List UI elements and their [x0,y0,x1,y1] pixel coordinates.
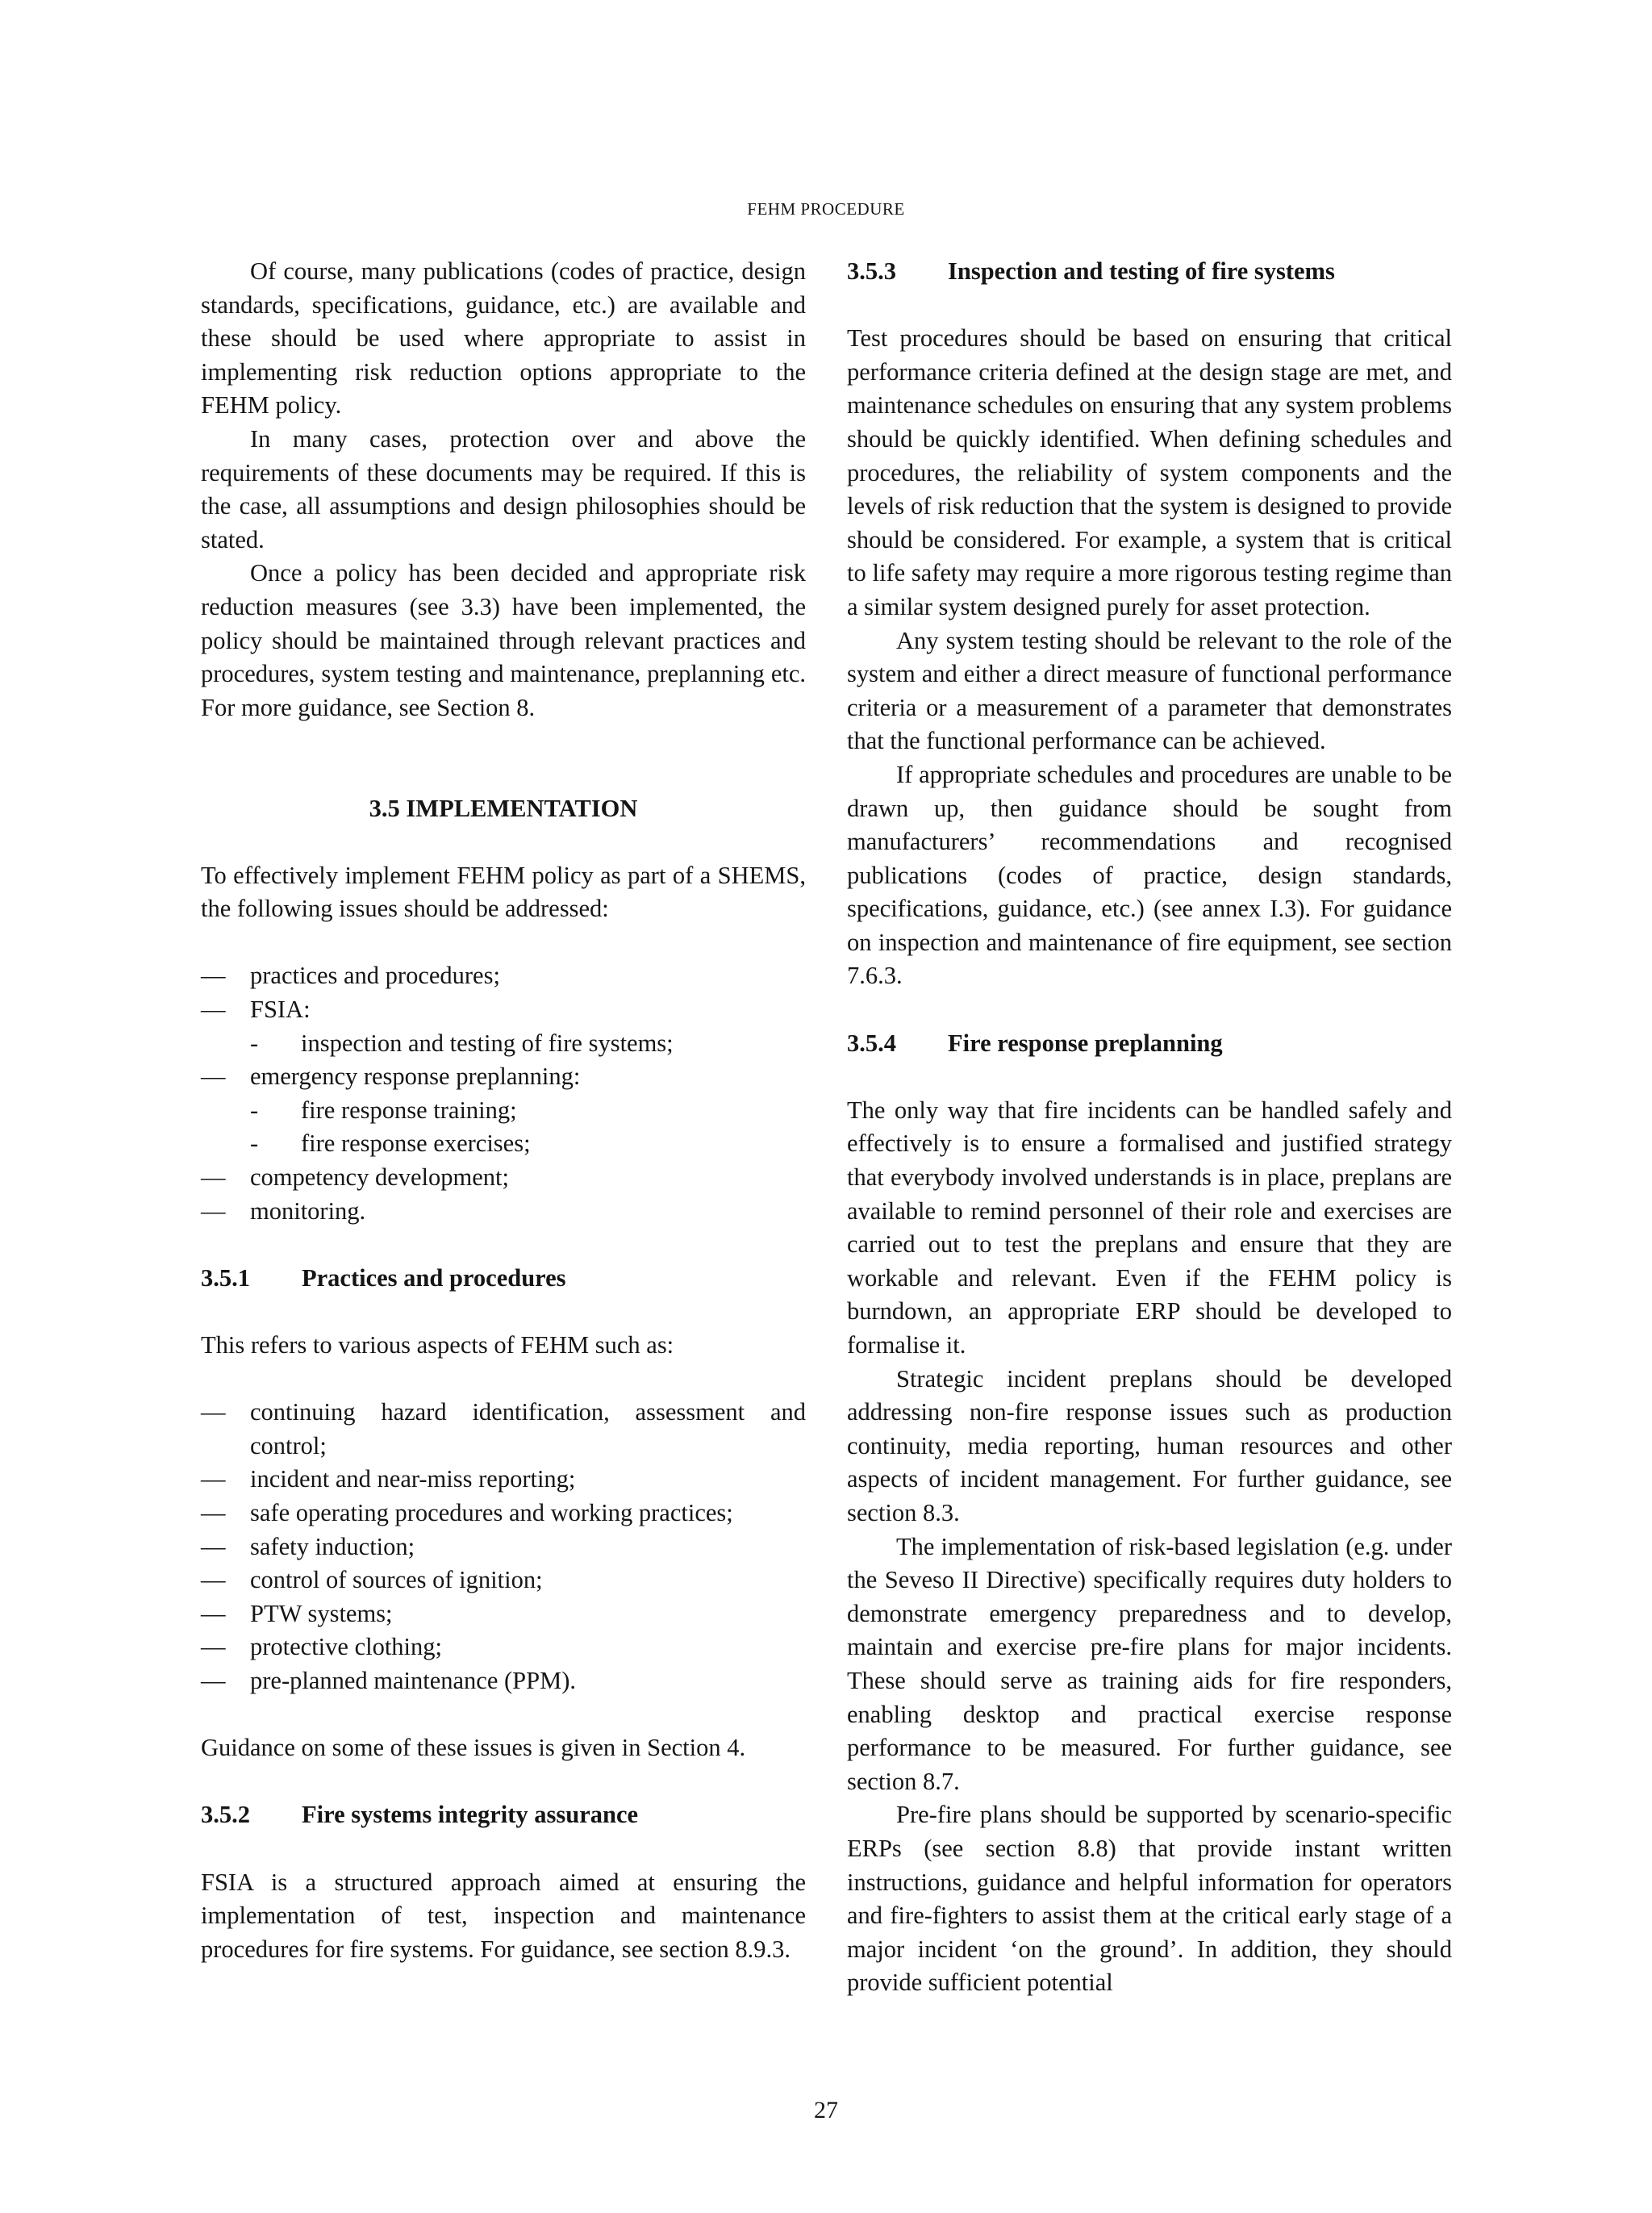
intro-paragraph-1: Of course, many publications (codes of practice, design standards, specifications, guidance, etc.) are available and these should be used where appropriate to assist in implementing risk reduction options appropriate to the FEHM policy. [201,257,806,420]
heading-3-5-4: 3.5.4 Fire response preplanning [847,1029,1223,1057]
preplanning-paragraph-3: The implementation of risk-based legislation (e.g. under the Seveso II Directive) specifically requires duty holders to demonstrate emergency preparedness and to develop, maintain and exercise pre-fire plans for major incidents. These should serve as training aids for fire responders, enabling desktop and practical exercise response performance to be measured. For further guidance, see section 8.7. [847,1532,1452,1795]
section-title-implementation: 3.5 IMPLEMENTATION [369,794,638,822]
list-item: — continuing hazard identification, assessment and control; [201,1398,806,1459]
list-item: - fire response training; [250,1096,517,1124]
list-item: - fire response exercises; [250,1129,531,1158]
running-head: FEHM PROCEDURE [747,199,905,219]
heading-3-5-2: 3.5.2 Fire systems integrity assurance [201,1801,639,1829]
preplanning-paragraph-4: Pre-fire plans should be supported by scenario-specific ERPs (see section 8.8) that provide instant written instructions, guidance and helpful information for operators and fire-fighters to assist them at the critical early stage of a major incident ‘on the ground’. In addition, they should provide sufficient potential [847,1801,1452,1997]
preplanning-paragraph-2: Strategic incident preplans should be developed addressing non-fire response issues such as production continuity, media reporting, human resources and other aspects of incident management. For further guidance, see section 8.3. [847,1364,1452,1526]
fsia-paragraph: FSIA is a structured approach aimed at ensuring the implementation of test, inspection and maintenance procedures for fire systems. For guidance, see section 8.9.3. [201,1868,806,1963]
list-item: - inspection and testing of fire systems; [250,1029,674,1057]
page-number: 27 [814,2097,838,2123]
list-item: — safety induction; [201,1532,415,1560]
list-item: — emergency response preplanning: [201,1063,581,1091]
preplanning-sub-list [201,1094,806,1161]
left-column [201,255,806,1966]
list-item: — monitoring. [201,1196,366,1225]
fsia-sub-list [201,1027,806,1061]
list-item: — protective clothing; [201,1633,442,1661]
intro-paragraph-3: Once a policy has been decided and appropriate risk reduction measures (see 3.3) have been implemented, the policy should be maintained through relevant practices and procedures, system testing and maintenance, preplanning etc. For more guidance, see Section 8. [201,559,806,721]
list-item: — incident and near-miss reporting; [201,1465,576,1493]
list-item: — control of sources of ignition; [201,1566,543,1594]
practices-list [201,1396,806,1697]
list-item: — FSIA: [201,996,311,1024]
heading-3-5-1: 3.5.1 Practices and procedures [201,1263,566,1292]
testing-paragraph-2: Any system testing should be relevant to the role of the system and either a direct measure of functional performance criteria or a measurement of a parameter that demonstrates that the functional performance can be achieved. [847,626,1452,755]
list-item: — practices and procedures; [201,962,500,990]
list-item: — competency development; [201,1163,509,1192]
right-column [847,255,1452,2000]
practices-outro: Guidance on some of these issues is given in Section 4. [201,1734,746,1762]
sub-list-wrapper [201,1094,806,1161]
list-item: — PTW systems; [201,1599,393,1627]
heading-3-5-3: 3.5.3 Inspection and testing of fire systems [847,257,1335,285]
intro-paragraph-2: In many cases, protection over and above the requirements of these documents may be required. If this is the case, all assumptions and design philosophies should be stated. [201,424,806,553]
preplanning-paragraph-1: The only way that fire incidents can be handled safely and effectively is to ensure a formalised and justified strategy that everybody involved understands is in place, preplans are available to remind personnel of their role and exercises are carried out to test the preplans and ensure that they are workable and relevant. Even if the FEHM policy is burndown, an appropriate ERP should be developed to formalise it. [847,1096,1452,1359]
list-item: — pre-planned maintenance (PPM). [201,1666,576,1694]
list-item: — safe operating procedures and working practices; [201,1498,733,1526]
section-intro: To effectively implement FEHM policy as part of a SHEMS, the following issues should be addressed: [201,861,806,923]
sub-list-wrapper [201,1027,806,1061]
practices-intro: This refers to various aspects of FEHM such as: [201,1331,674,1359]
testing-paragraph-3: If appropriate schedules and procedures are unable to be drawn up, then guidance should be sought from manufacturers’ recommendations and recognised publications (codes of practice, design standards, specifications, guidance, etc.) (see annex I.3). For guidance on inspection and maintenance of fire equipment, see section 7.6.3. [847,760,1452,990]
issues-list [201,959,806,1228]
testing-paragraph-1: Test procedures should be based on ensuring that critical performance criteria defined at the design stage are met, and maintenance schedules on ensuring that any system problems should be quickly identified. When defining schedules and procedures, the reliability of system components and the levels of risk reduction that the system is designed to provide should be considered. For example, a system that is critical to life safety may require a more rigorous testing regime than a similar system designed purely for asset protection. [847,324,1452,620]
